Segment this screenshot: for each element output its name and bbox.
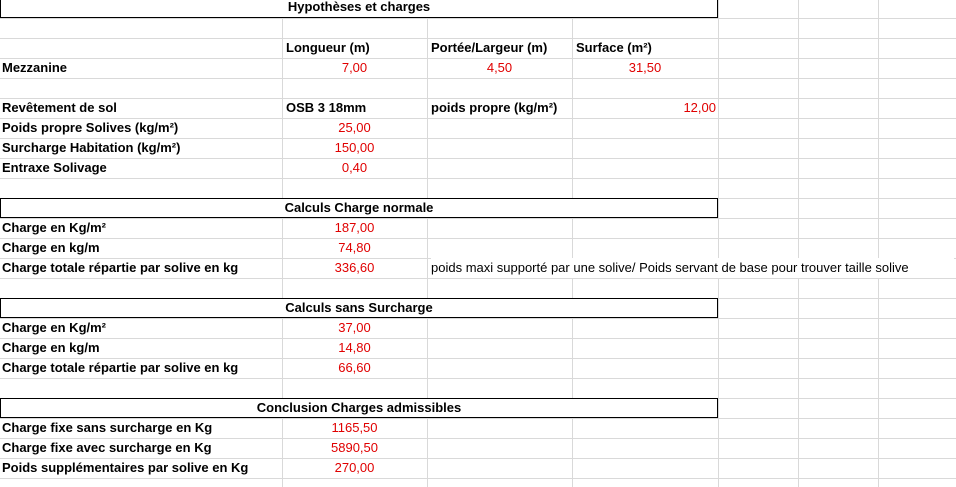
param-label[interactable]: Surcharge Habitation (kg/m²) <box>2 140 181 155</box>
section-header-charge-normale[interactable]: Calculs Charge normale <box>0 198 718 218</box>
conclusion-label[interactable]: Charge fixe sans surcharge en Kg <box>2 420 213 435</box>
param-value[interactable]: 150,00 <box>334 140 375 155</box>
conclusion-row <box>0 418 956 438</box>
charge-value[interactable]: 66,60 <box>338 360 371 375</box>
row-gridline <box>0 278 956 279</box>
column-header-row <box>0 38 956 58</box>
mezzanine-longueur[interactable]: 7,00 <box>341 60 368 75</box>
row-gridline <box>0 78 956 79</box>
header-surface[interactable]: Surface (m²) <box>576 40 652 55</box>
row-gridline <box>0 478 956 479</box>
revetement-row <box>0 98 956 118</box>
sans-surcharge-row <box>0 338 956 358</box>
charge-normale-row <box>0 238 956 258</box>
param-label[interactable]: Poids propre Solives (kg/m²) <box>2 120 179 135</box>
poids-propre-value[interactable]: 12,00 <box>683 100 716 115</box>
section-header-sans-surcharge[interactable]: Calculs sans Surcharge <box>0 298 718 318</box>
param-value[interactable]: 25,00 <box>338 120 371 135</box>
charge-value[interactable]: 14,80 <box>338 340 371 355</box>
charge-value[interactable]: 74,80 <box>338 240 371 255</box>
conclusion-row <box>0 438 956 458</box>
charge-normale-row <box>0 258 956 278</box>
row-gridline <box>0 178 956 179</box>
section-header-hypotheses[interactable]: Hypothèses et charges <box>0 0 718 18</box>
charge-label[interactable]: Charge en Kg/m² <box>2 320 107 335</box>
conclusion-label[interactable]: Charge fixe avec surcharge en Kg <box>2 440 212 455</box>
header-longueur[interactable]: Longueur (m) <box>286 40 370 55</box>
param-row <box>0 118 956 138</box>
mezzanine-label[interactable]: Mezzanine <box>2 60 68 75</box>
conclusion-label[interactable]: Poids supplémentaires par solive en Kg <box>2 460 249 475</box>
revetement-label[interactable]: Revêtement de sol <box>2 100 117 115</box>
mezzanine-row <box>0 58 956 78</box>
charge-note[interactable]: poids maxi supporté par une solive/ Poids servant de base pour trouver taille solive <box>431 258 954 278</box>
section-header-conclusion[interactable]: Conclusion Charges admissibles <box>0 398 718 418</box>
charge-label[interactable]: Charge totale répartie par solive en kg <box>2 260 239 275</box>
poids-propre-label[interactable]: poids propre (kg/m²) <box>431 100 558 115</box>
mezzanine-portee[interactable]: 4,50 <box>486 60 513 75</box>
charge-label[interactable]: Charge en Kg/m² <box>2 220 107 235</box>
charge-value[interactable]: 336,60 <box>334 260 375 275</box>
conclusion-row <box>0 458 956 478</box>
sans-surcharge-row <box>0 358 956 378</box>
conclusion-value[interactable]: 5890,50 <box>331 440 378 455</box>
mezzanine-surface[interactable]: 31,50 <box>628 60 662 75</box>
header-portee[interactable]: Portée/Largeur (m) <box>431 40 548 55</box>
revetement-material[interactable]: OSB 3 18mm <box>286 100 367 115</box>
charge-label[interactable]: Charge totale répartie par solive en kg <box>2 360 239 375</box>
param-label[interactable]: Entraxe Solivage <box>2 160 107 175</box>
charge-normale-row <box>0 218 956 238</box>
param-row <box>0 138 956 158</box>
conclusion-value[interactable]: 1165,50 <box>331 420 378 435</box>
conclusion-value[interactable]: 270,00 <box>334 460 375 475</box>
row-gridline <box>0 18 956 19</box>
row-gridline <box>0 378 956 379</box>
charge-value[interactable]: 37,00 <box>338 320 371 335</box>
sans-surcharge-row <box>0 318 956 338</box>
param-value[interactable]: 0,40 <box>341 160 368 175</box>
charge-label[interactable]: Charge en kg/m <box>2 340 100 355</box>
charge-value[interactable]: 187,00 <box>334 220 375 235</box>
param-row <box>0 158 956 178</box>
charge-label[interactable]: Charge en kg/m <box>2 240 100 255</box>
